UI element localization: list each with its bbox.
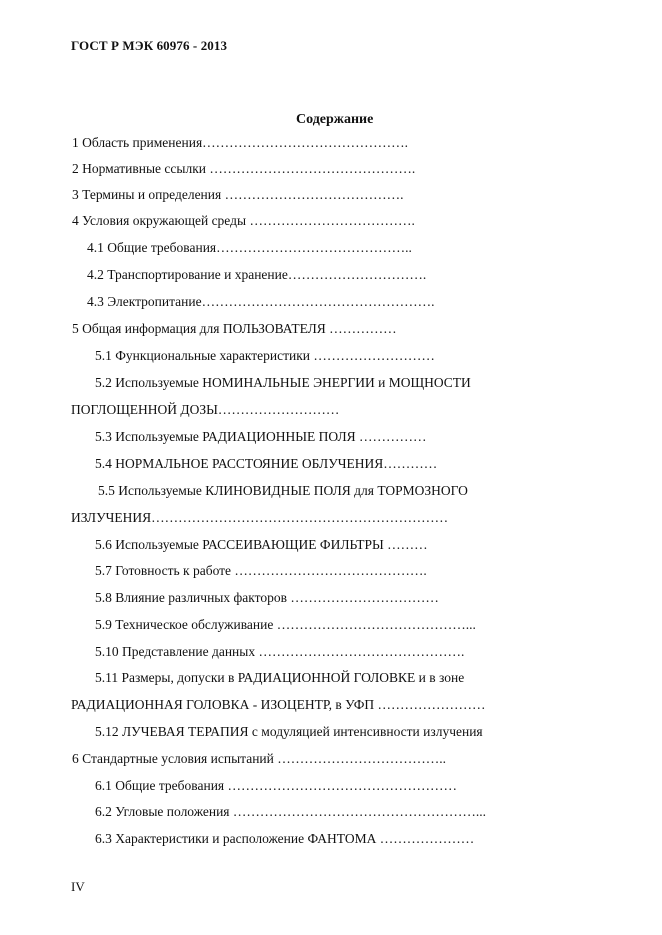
- toc-entry-continuation: РАДИАЦИОННАЯ ГОЛОВКА - ИЗОЦЕНТР, в УФП ……………………: [71, 697, 486, 712]
- toc-entry: 4.3 Электропитание…………………………………………….: [87, 294, 435, 309]
- toc-entry-continuation: ИЗЛУЧЕНИЯ…………………………………………………………: [71, 510, 449, 525]
- toc-entry: 5.8 Влияние различных факторов ……………………………: [95, 590, 439, 605]
- toc-entry: 5.9 Техническое обслуживание ……………………………………...: [95, 617, 476, 632]
- toc-entry: 1 Область применения……………………………………….: [72, 135, 409, 150]
- toc-entry: 2 Нормативные ссылки ……………………………………….: [72, 161, 416, 176]
- toc-entry: 5.3 Используемые РАДИАЦИОННЫЕ ПОЛЯ ……………: [95, 429, 427, 444]
- toc-entry: 5.7 Готовность к работе …………………………………….: [95, 563, 427, 578]
- document-header: ГОСТ Р МЭК 60976 - 2013: [71, 38, 228, 53]
- page-number: IV: [71, 879, 85, 894]
- toc-entry-continuation: ПОГЛОЩЕННОЙ ДОЗЫ………………………: [71, 402, 340, 417]
- toc-entry: 5.10 Представление данных ……………………………………….: [95, 644, 465, 659]
- toc-entry: 6.2 Угловые положения ………………………………………………...: [95, 804, 487, 819]
- toc-entry: 4.2 Транспортирование и хранение………………………….: [87, 267, 427, 282]
- toc-entry: 5.11 Размеры, допуски в РАДИАЦИОННОЙ ГОЛОВКЕ и в зоне: [95, 670, 465, 685]
- toc-entry: 5.1 Функциональные характеристики ………………………: [95, 348, 435, 363]
- toc-entry: 5.4 НОРМАЛЬНОЕ РАССТОЯНИЕ ОБЛУЧЕНИЯ…………: [95, 456, 438, 471]
- page-title: Содержание: [296, 112, 374, 127]
- toc-entry: 3 Термины и определения ………………………………….: [72, 187, 404, 202]
- toc-entry: 6.3 Характеристики и расположение ФАНТОМА …………………: [95, 831, 475, 846]
- toc-entry: 5.6 Используемые РАССЕИВАЮЩИЕ ФИЛЬТРЫ ………: [95, 537, 428, 552]
- toc-entry: 5 Общая информация для ПОЛЬЗОВАТЕЛЯ ……………: [72, 321, 397, 336]
- toc-entry: 5.5 Используемые КЛИНОВИДНЫЕ ПОЛЯ для ТОРМОЗНОГО: [98, 483, 468, 498]
- toc-entry: 6.1 Общие требования ……………………………………………: [95, 778, 458, 793]
- toc-entry: 4 Условия окружающей среды ……………………………….: [72, 213, 415, 228]
- toc-entry: 5.2 Используемые НОМИНАЛЬНЫЕ ЭНЕРГИИ и МОЩНОСТИ: [95, 375, 471, 390]
- toc-entry: 6 Стандартные условия испытаний ………………………………..: [72, 751, 447, 766]
- toc-entry: 5.12 ЛУЧЕВАЯ ТЕРАПИЯ с модуляцией интенсивности излучения: [95, 724, 483, 739]
- toc-entry: 4.1 Общие требования……………………………………..: [87, 240, 412, 255]
